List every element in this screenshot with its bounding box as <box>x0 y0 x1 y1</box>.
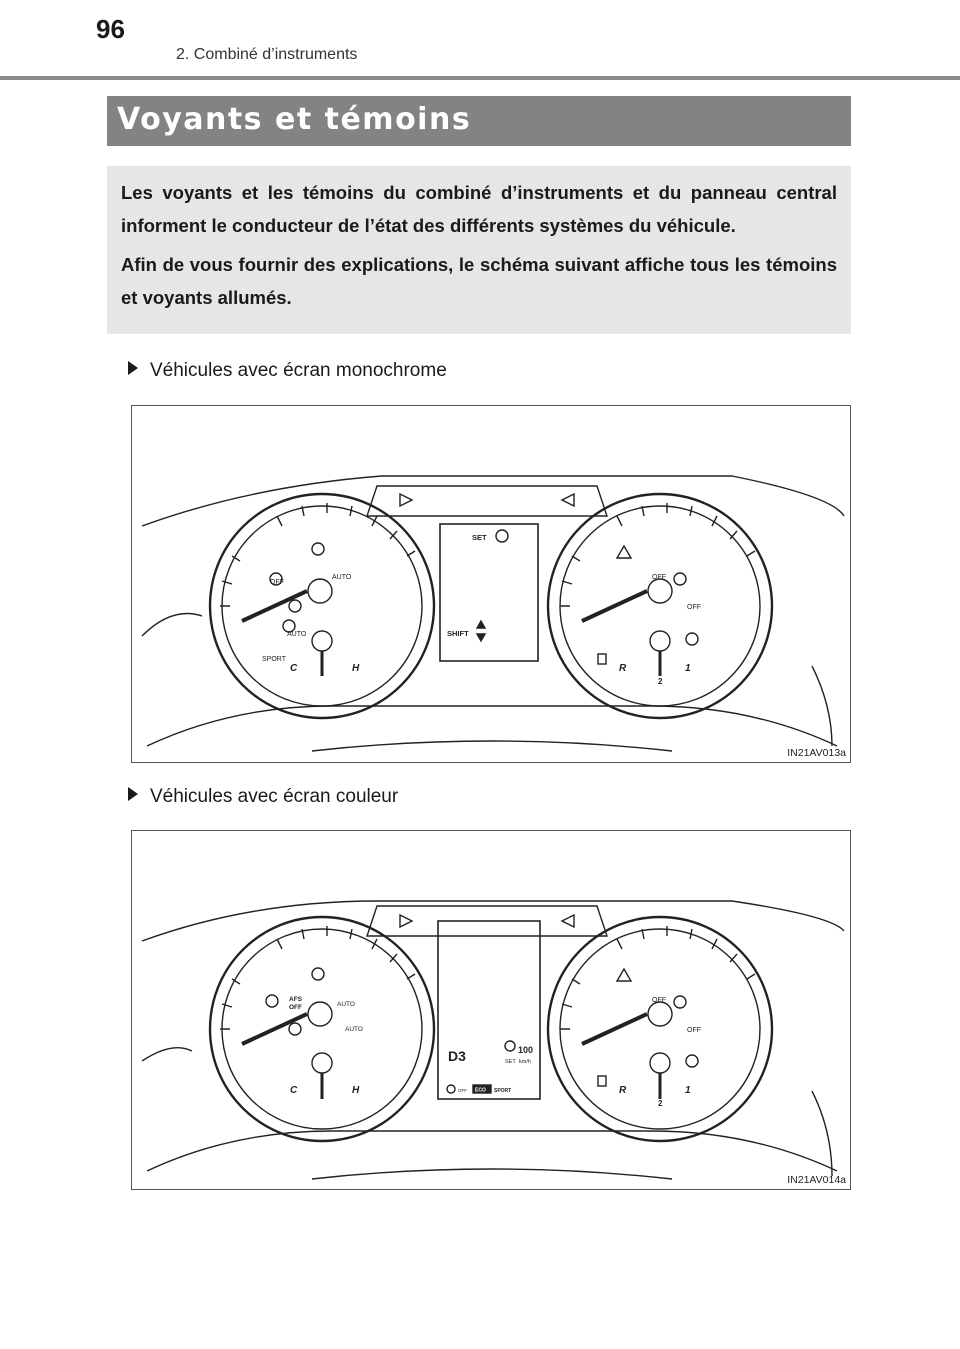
subhead-monochrome-label: Véhicules avec écran monochrome <box>150 360 447 381</box>
intro-box <box>107 166 851 334</box>
left-label-hot: H <box>352 663 360 674</box>
right-turn-arrow-icon <box>562 494 574 506</box>
header-rule <box>0 76 960 80</box>
center-bottom-off: OFF <box>458 1088 467 1093</box>
right-label-2: 2 <box>658 1099 663 1108</box>
cruise-icon <box>505 1041 515 1051</box>
right-label-1: 1 <box>685 663 691 674</box>
left-label-hot: H <box>352 1085 360 1096</box>
left-label-auto-2: AUTO <box>287 631 307 638</box>
center-display <box>440 524 538 661</box>
figure-cluster-color <box>131 830 851 1190</box>
fuel-icon <box>598 654 606 664</box>
cluster-drawing-color <box>132 831 850 1189</box>
master-warning-icon <box>617 969 631 981</box>
left-turn-arrow-icon <box>400 494 412 506</box>
subhead-monochrome <box>128 360 447 382</box>
right-label-off-2: OFF <box>687 604 701 611</box>
right-label-r: R <box>619 1085 627 1096</box>
warning-icon <box>289 1023 301 1035</box>
intro-paragraph-2: Afin de vous fournir des explications, le schéma suivant affiche tous les témoins et voyants allumés. <box>121 254 837 308</box>
right-label-r: R <box>619 663 627 674</box>
cruise-a-icon <box>496 530 508 542</box>
left-label-sport: SPORT <box>262 656 286 663</box>
parking-brake-icon <box>312 543 324 555</box>
center-speed: 100 <box>518 1045 534 1055</box>
parking-brake-icon <box>312 968 324 980</box>
tachometer-gauge <box>210 917 434 1141</box>
abs-icon <box>674 573 686 585</box>
center-shift-label: SHIFT <box>447 629 469 638</box>
figure-cluster-monochrome <box>131 405 851 763</box>
right-label-1: 1 <box>685 1085 691 1096</box>
tire-pressure-icon <box>686 633 698 645</box>
chapter-title: 2. Combiné d’instruments <box>176 46 358 63</box>
center-gear-indicator: D3 <box>448 1048 466 1064</box>
center-set-label: SET <box>472 533 487 542</box>
right-label-off: OFF <box>652 997 666 1004</box>
warning-icon <box>289 600 301 612</box>
figure-code-mono: IN21AV013a <box>787 747 846 759</box>
subhead-color <box>128 786 398 808</box>
center-bottom-sport: SPORT <box>494 1088 512 1094</box>
figure-code-color: IN21AV014a <box>787 1174 846 1186</box>
abs-icon <box>674 996 686 1008</box>
tachometer-gauge <box>210 494 434 718</box>
brake-warning-icon <box>266 995 278 1007</box>
left-label-cold: C <box>290 663 298 674</box>
right-label-off-2: OFF <box>687 1027 701 1034</box>
speedometer-gauge <box>548 917 772 1141</box>
subhead-color-label: Véhicules avec écran couleur <box>150 786 399 807</box>
center-unit: km/h <box>519 1059 531 1065</box>
triangle-bullet-icon <box>128 787 138 801</box>
section-title: Voyants et témoins <box>117 102 472 137</box>
right-turn-arrow-icon <box>562 915 574 927</box>
left-label-auto-2: AUTO <box>345 1026 363 1033</box>
cluster-drawing-mono <box>132 406 850 762</box>
auto-stop-icon <box>447 1085 455 1093</box>
fuel-icon <box>598 1076 606 1086</box>
center-display <box>438 921 540 1099</box>
left-label-afs: AFS <box>289 996 302 1003</box>
speedometer-gauge <box>548 494 772 718</box>
tire-pressure-icon <box>686 1055 698 1067</box>
left-label-auto: AUTO <box>332 574 352 581</box>
center-set-label: SET <box>505 1059 516 1065</box>
left-label-afs-off: OFF <box>289 1004 302 1011</box>
left-turn-arrow-icon <box>400 915 412 927</box>
left-label-off: OFF <box>270 579 284 586</box>
left-label-auto: AUTO <box>337 1001 355 1008</box>
right-label-2: 2 <box>658 677 663 686</box>
master-warning-icon <box>617 546 631 558</box>
right-label-off: OFF <box>652 574 666 581</box>
triangle-bullet-icon <box>128 361 138 375</box>
center-bottom-eco: ECO <box>475 1087 486 1094</box>
page-number: 96 <box>96 14 125 44</box>
intro-paragraph-1: Les voyants et les témoins du combiné d’instruments et du panneau central informent le conducteur de l’état des différents systèmes du véhicule. <box>121 182 837 236</box>
left-label-cold: C <box>290 1085 298 1096</box>
